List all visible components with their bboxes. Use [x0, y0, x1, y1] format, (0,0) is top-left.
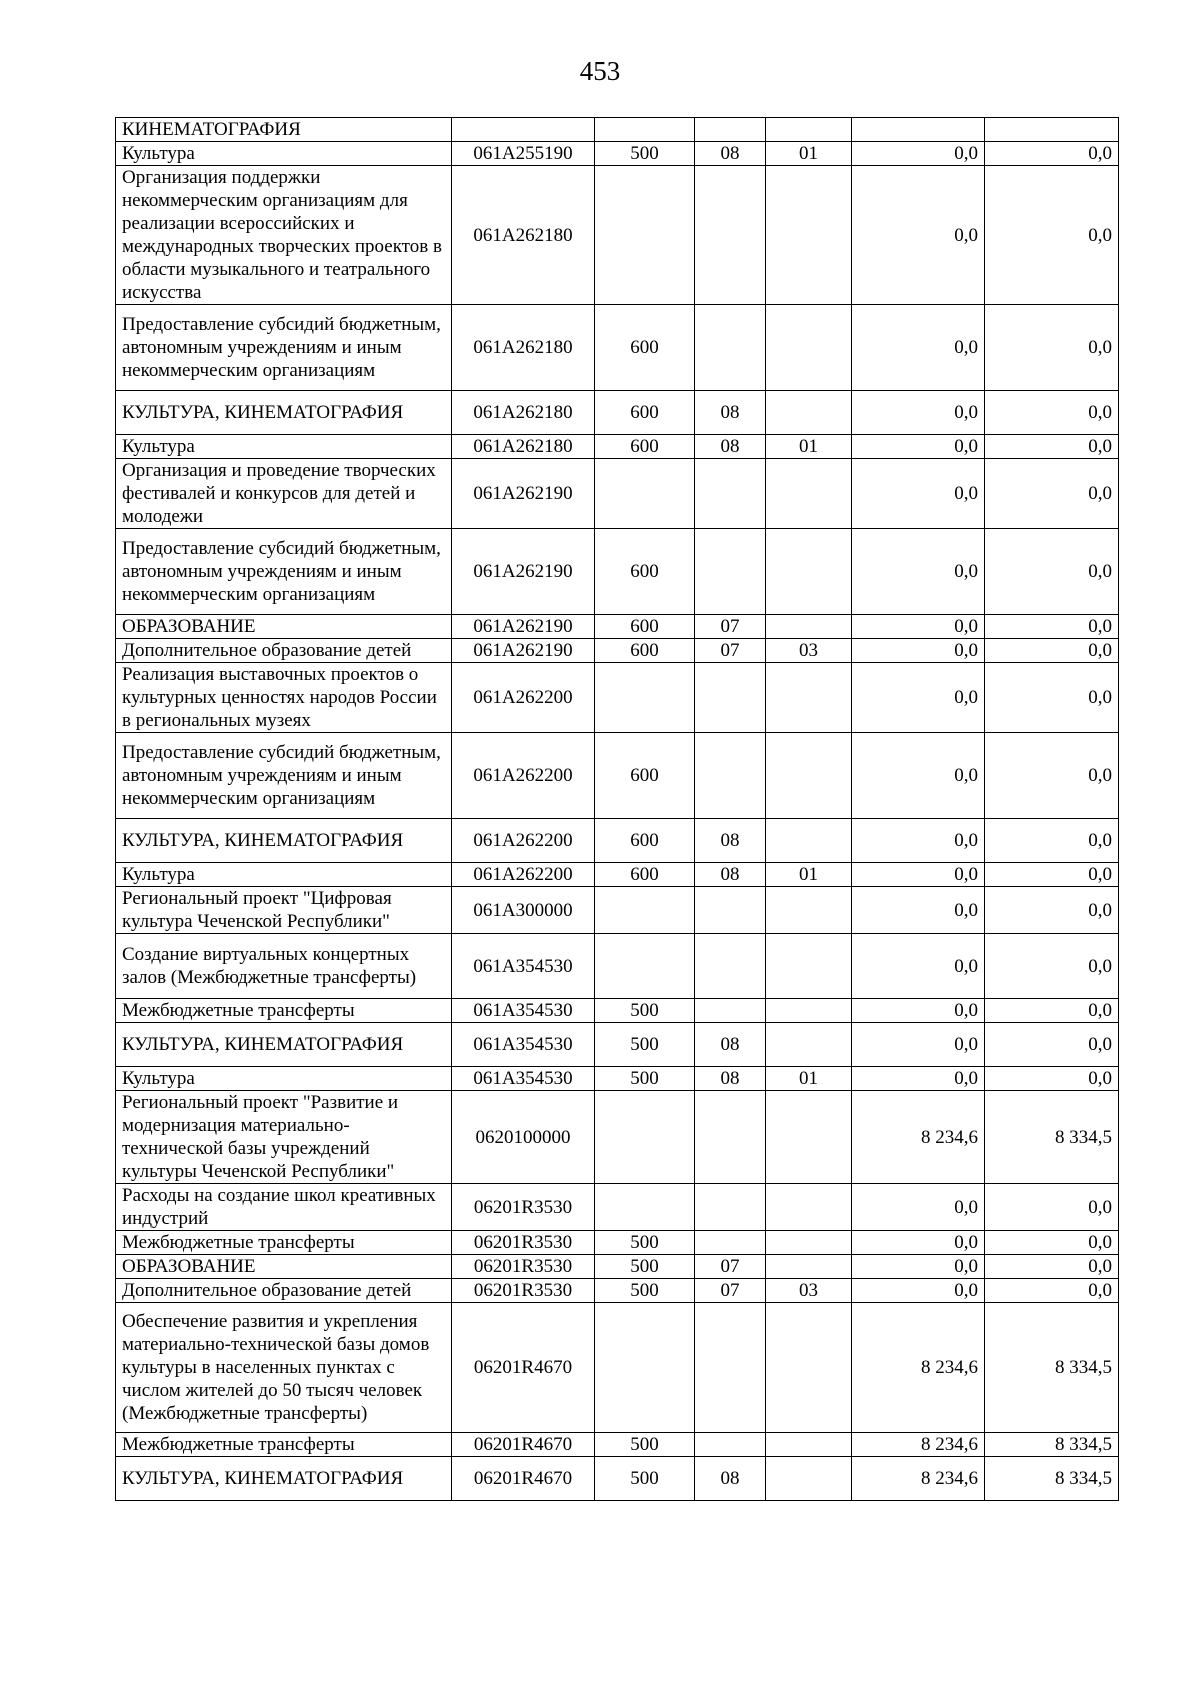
cell-amount-year1: 0,0: [852, 1067, 985, 1091]
cell-target-code: 061A262200: [452, 663, 595, 733]
table-body: [116, 118, 1119, 1501]
cell-subsection: [766, 459, 852, 529]
cell-amount-year1: 8 234,6: [852, 1457, 985, 1501]
cell-expense-type: [595, 934, 695, 999]
cell-name: КУЛЬТУРА, КИНЕМАТОГРАФИЯ: [116, 1023, 452, 1067]
cell-amount-year2: 0,0: [985, 733, 1119, 819]
cell-name: Культура: [116, 1067, 452, 1091]
table-row: [116, 459, 1119, 529]
cell-amount-year2: 0,0: [985, 934, 1119, 999]
cell-expense-type: [595, 118, 695, 142]
cell-target-code: 061A255190: [452, 142, 595, 166]
cell-amount-year1: 0,0: [852, 391, 985, 435]
cell-section: [695, 1433, 766, 1457]
cell-subsection: [766, 1231, 852, 1255]
cell-name: КУЛЬТУРА, КИНЕМАТОГРАФИЯ: [116, 1457, 452, 1501]
cell-section: 07: [695, 639, 766, 663]
table-row: [116, 1091, 1119, 1184]
cell-subsection: 01: [766, 1067, 852, 1091]
cell-target-code: [452, 118, 595, 142]
cell-amount-year1: 0,0: [852, 1184, 985, 1231]
cell-amount-year2: 0,0: [985, 639, 1119, 663]
cell-target-code: 061A262200: [452, 819, 595, 863]
cell-amount-year1: 0,0: [852, 639, 985, 663]
cell-name: Межбюджетные трансферты: [116, 1433, 452, 1457]
cell-target-code: 06201R3530: [452, 1231, 595, 1255]
cell-name: Расходы на создание школ креативных индустрий: [116, 1184, 452, 1231]
cell-section: 08: [695, 1457, 766, 1501]
cell-subsection: [766, 1433, 852, 1457]
cell-amount-year1: 8 234,6: [852, 1433, 985, 1457]
cell-target-code: 06201R4670: [452, 1457, 595, 1501]
table-row: [116, 1457, 1119, 1501]
cell-expense-type: [595, 887, 695, 934]
cell-amount-year2: 0,0: [985, 863, 1119, 887]
table-row: [116, 529, 1119, 615]
cell-expense-type: 600: [595, 435, 695, 459]
cell-target-code: 061A262200: [452, 733, 595, 819]
cell-expense-type: [595, 1303, 695, 1433]
cell-amount-year1: 0,0: [852, 615, 985, 639]
table-row: [116, 819, 1119, 863]
cell-target-code: 061A262190: [452, 529, 595, 615]
cell-subsection: [766, 615, 852, 639]
cell-subsection: [766, 1023, 852, 1067]
page-number: 453: [579, 56, 621, 86]
cell-name: Реализация выставочных проектов о культурных ценностях народов России в региональных музеях: [116, 663, 452, 733]
cell-subsection: 01: [766, 435, 852, 459]
table-row: [116, 118, 1119, 142]
cell-name: Культура: [116, 142, 452, 166]
cell-section: 08: [695, 142, 766, 166]
table-row: [116, 934, 1119, 999]
cell-name: ОБРАЗОВАНИЕ: [116, 1255, 452, 1279]
cell-target-code: 061A262180: [452, 435, 595, 459]
cell-subsection: [766, 663, 852, 733]
cell-amount-year2: 0,0: [985, 305, 1119, 391]
cell-section: [695, 1303, 766, 1433]
cell-target-code: 061A300000: [452, 887, 595, 934]
cell-section: 08: [695, 1023, 766, 1067]
cell-subsection: [766, 1184, 852, 1231]
table-row: [116, 1255, 1119, 1279]
cell-amount-year1: 0,0: [852, 166, 985, 305]
cell-subsection: [766, 166, 852, 305]
cell-section: 08: [695, 1067, 766, 1091]
cell-target-code: 061A262190: [452, 615, 595, 639]
cell-subsection: [766, 934, 852, 999]
cell-amount-year1: 0,0: [852, 999, 985, 1023]
cell-section: [695, 934, 766, 999]
cell-name: Культура: [116, 863, 452, 887]
cell-name: Межбюджетные трансферты: [116, 999, 452, 1023]
cell-target-code: 06201R3530: [452, 1184, 595, 1231]
cell-target-code: 061A262180: [452, 305, 595, 391]
cell-expense-type: 600: [595, 863, 695, 887]
cell-expense-type: 500: [595, 1023, 695, 1067]
cell-amount-year2: 0,0: [985, 459, 1119, 529]
cell-expense-type: [595, 663, 695, 733]
cell-amount-year2: 0,0: [985, 435, 1119, 459]
cell-amount-year1: 0,0: [852, 663, 985, 733]
cell-expense-type: 500: [595, 1231, 695, 1255]
cell-amount-year1: 0,0: [852, 887, 985, 934]
cell-amount-year2: 0,0: [985, 1184, 1119, 1231]
cell-target-code: 061A262180: [452, 391, 595, 435]
cell-name: КУЛЬТУРА, КИНЕМАТОГРАФИЯ: [116, 391, 452, 435]
cell-amount-year1: 0,0: [852, 1231, 985, 1255]
cell-amount-year1: 0,0: [852, 305, 985, 391]
cell-target-code: 061A262190: [452, 459, 595, 529]
cell-target-code: 061A354530: [452, 934, 595, 999]
cell-subsection: [766, 529, 852, 615]
cell-expense-type: 600: [595, 615, 695, 639]
cell-subsection: [766, 887, 852, 934]
cell-section: 07: [695, 1255, 766, 1279]
cell-section: [695, 305, 766, 391]
cell-name: Культура: [116, 435, 452, 459]
table-row: [116, 1023, 1119, 1067]
cell-expense-type: 500: [595, 999, 695, 1023]
table-row: [116, 1279, 1119, 1303]
cell-target-code: 0620100000: [452, 1091, 595, 1184]
cell-target-code: 06201R3530: [452, 1279, 595, 1303]
cell-target-code: 061A354530: [452, 999, 595, 1023]
table-row: [116, 435, 1119, 459]
cell-name: Дополнительное образование детей: [116, 1279, 452, 1303]
cell-amount-year1: 8 234,6: [852, 1091, 985, 1184]
table-row: [116, 305, 1119, 391]
cell-amount-year2: 0,0: [985, 142, 1119, 166]
cell-amount-year1: [852, 118, 985, 142]
cell-amount-year1: 0,0: [852, 529, 985, 615]
cell-target-code: 061A262200: [452, 863, 595, 887]
cell-amount-year1: 0,0: [852, 1279, 985, 1303]
cell-amount-year2: 0,0: [985, 1279, 1119, 1303]
cell-amount-year2: 0,0: [985, 391, 1119, 435]
cell-amount-year2: 8 334,5: [985, 1457, 1119, 1501]
cell-amount-year1: 0,0: [852, 1023, 985, 1067]
cell-target-code: 06201R3530: [452, 1255, 595, 1279]
cell-subsection: [766, 1091, 852, 1184]
cell-expense-type: 600: [595, 733, 695, 819]
table-row: [116, 391, 1119, 435]
table-row: [116, 999, 1119, 1023]
table-row: [116, 887, 1119, 934]
cell-amount-year2: [985, 118, 1119, 142]
cell-expense-type: 600: [595, 639, 695, 663]
cell-target-code: 06201R4670: [452, 1303, 595, 1433]
cell-amount-year1: 0,0: [852, 863, 985, 887]
cell-section: [695, 887, 766, 934]
table-row: [116, 663, 1119, 733]
cell-section: [695, 118, 766, 142]
cell-expense-type: 500: [595, 1279, 695, 1303]
cell-section: 08: [695, 435, 766, 459]
cell-name: Обеспечение развития и укрепления материально-технической базы домов культуры в населенных пунктах с числом жителей до 50 тысяч человек (Межбюджетные трансферты): [116, 1303, 452, 1433]
cell-expense-type: 600: [595, 819, 695, 863]
cell-section: [695, 166, 766, 305]
cell-expense-type: 500: [595, 1433, 695, 1457]
cell-target-code: 061A262180: [452, 166, 595, 305]
cell-name: Дополнительное образование детей: [116, 639, 452, 663]
cell-amount-year2: 0,0: [985, 887, 1119, 934]
cell-subsection: 03: [766, 639, 852, 663]
cell-amount-year2: 0,0: [985, 166, 1119, 305]
cell-section: [695, 663, 766, 733]
cell-section: [695, 1184, 766, 1231]
cell-amount-year1: 0,0: [852, 459, 985, 529]
cell-subsection: [766, 819, 852, 863]
cell-expense-type: 500: [595, 1067, 695, 1091]
cell-amount-year2: 0,0: [985, 819, 1119, 863]
cell-section: 08: [695, 391, 766, 435]
cell-name: Региональный проект "Цифровая культура Чеченской Республики": [116, 887, 452, 934]
cell-amount-year2: 0,0: [985, 1231, 1119, 1255]
cell-amount-year2: 0,0: [985, 1255, 1119, 1279]
cell-expense-type: 600: [595, 391, 695, 435]
table-row: [116, 1067, 1119, 1091]
cell-subsection: 03: [766, 1279, 852, 1303]
cell-expense-type: [595, 166, 695, 305]
cell-subsection: 01: [766, 142, 852, 166]
cell-section: [695, 733, 766, 819]
cell-section: [695, 1231, 766, 1255]
table-row: [116, 1303, 1119, 1433]
cell-name: Организация поддержки некоммерческим организациям для реализации всероссийских и международных творческих проектов в области музыкального и театрального искусства: [116, 166, 452, 305]
cell-target-code: 06201R4670: [452, 1433, 595, 1457]
table-row: [116, 1433, 1119, 1457]
cell-amount-year1: 8 234,6: [852, 1303, 985, 1433]
cell-amount-year2: 0,0: [985, 663, 1119, 733]
table-row: [116, 166, 1119, 305]
cell-name: Региональный проект "Развитие и модернизация материально-технической базы учреждений культуры Чеченской Республики": [116, 1091, 452, 1184]
cell-amount-year1: 0,0: [852, 435, 985, 459]
cell-name: Предоставление субсидий бюджетным, автономным учреждениям и иным некоммерческим организациям: [116, 529, 452, 615]
cell-subsection: [766, 1457, 852, 1501]
cell-subsection: [766, 118, 852, 142]
cell-target-code: 061A354530: [452, 1023, 595, 1067]
cell-expense-type: 600: [595, 305, 695, 391]
cell-section: [695, 529, 766, 615]
cell-name: КУЛЬТУРА, КИНЕМАТОГРАФИЯ: [116, 819, 452, 863]
cell-name: Создание виртуальных концертных залов (Межбюджетные трансферты): [116, 934, 452, 999]
cell-section: 08: [695, 819, 766, 863]
table-row: [116, 1231, 1119, 1255]
cell-amount-year1: 0,0: [852, 934, 985, 999]
cell-amount-year2: 8 334,5: [985, 1303, 1119, 1433]
cell-expense-type: [595, 1184, 695, 1231]
cell-amount-year1: 0,0: [852, 142, 985, 166]
cell-expense-type: [595, 1091, 695, 1184]
cell-expense-type: 500: [595, 1255, 695, 1279]
cell-amount-year1: 0,0: [852, 819, 985, 863]
table-row: [116, 142, 1119, 166]
cell-name: КИНЕМАТОГРАФИЯ: [116, 118, 452, 142]
cell-name: Организация и проведение творческих фестивалей и конкурсов для детей и молодежи: [116, 459, 452, 529]
cell-amount-year2: 0,0: [985, 999, 1119, 1023]
cell-amount-year2: 0,0: [985, 1067, 1119, 1091]
cell-section: 07: [695, 615, 766, 639]
cell-name: ОБРАЗОВАНИЕ: [116, 615, 452, 639]
cell-amount-year2: 8 334,5: [985, 1091, 1119, 1184]
cell-expense-type: 500: [595, 1457, 695, 1501]
cell-expense-type: [595, 459, 695, 529]
cell-target-code: 061A354530: [452, 1067, 595, 1091]
table-row: [116, 1184, 1119, 1231]
cell-name: Предоставление субсидий бюджетным, автономным учреждениям и иным некоммерческим организациям: [116, 733, 452, 819]
cell-subsection: [766, 391, 852, 435]
table-row: [116, 639, 1119, 663]
cell-name: Предоставление субсидий бюджетным, автономным учреждениям и иным некоммерческим организациям: [116, 305, 452, 391]
table-row: [116, 615, 1119, 639]
cell-target-code: 061A262190: [452, 639, 595, 663]
cell-name: Межбюджетные трансферты: [116, 1231, 452, 1255]
cell-amount-year2: 0,0: [985, 615, 1119, 639]
cell-subsection: [766, 1303, 852, 1433]
cell-subsection: [766, 1255, 852, 1279]
cell-subsection: 01: [766, 863, 852, 887]
cell-amount-year2: 0,0: [985, 1023, 1119, 1067]
cell-section: 08: [695, 863, 766, 887]
cell-section: [695, 1091, 766, 1184]
cell-expense-type: 500: [595, 142, 695, 166]
cell-subsection: [766, 305, 852, 391]
budget-table: [115, 117, 1119, 1501]
table-row: [116, 733, 1119, 819]
cell-subsection: [766, 999, 852, 1023]
cell-section: 07: [695, 1279, 766, 1303]
cell-expense-type: 600: [595, 529, 695, 615]
cell-amount-year1: 0,0: [852, 1255, 985, 1279]
cell-amount-year2: 0,0: [985, 529, 1119, 615]
cell-section: [695, 999, 766, 1023]
table-row: [116, 863, 1119, 887]
cell-subsection: [766, 733, 852, 819]
cell-amount-year1: 0,0: [852, 733, 985, 819]
cell-section: [695, 459, 766, 529]
cell-amount-year2: 8 334,5: [985, 1433, 1119, 1457]
